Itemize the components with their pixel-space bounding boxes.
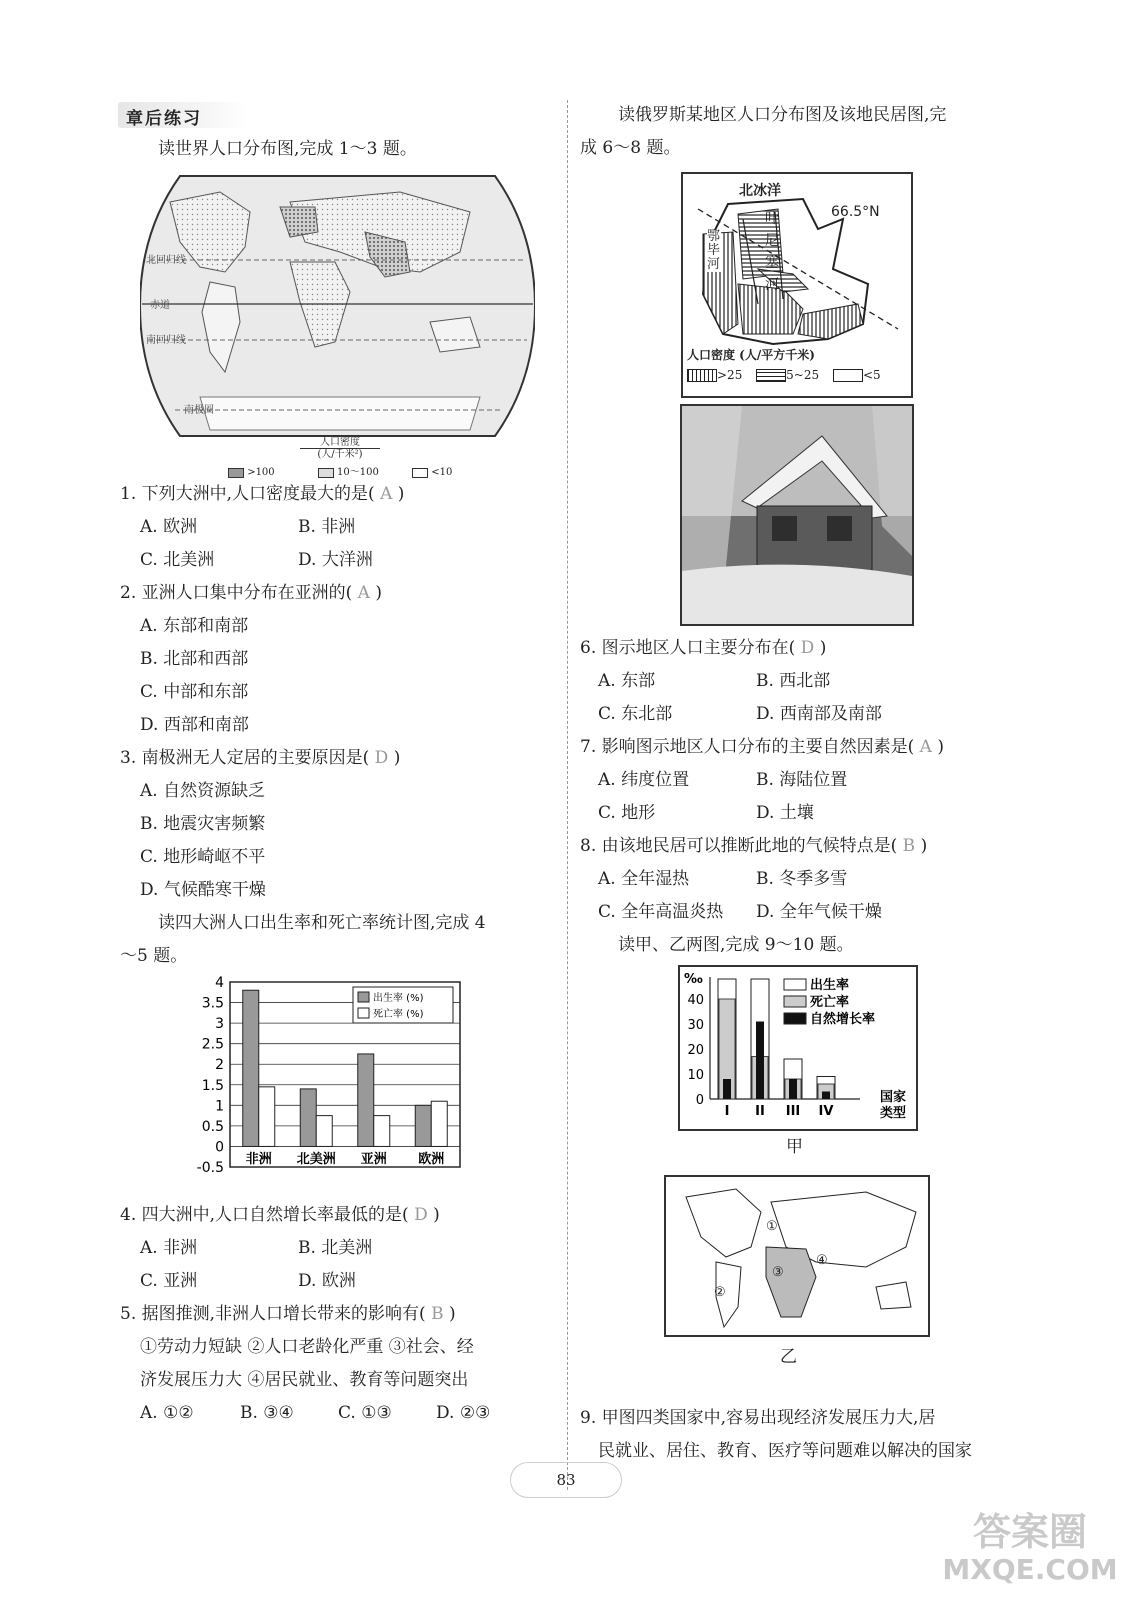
legend-swatch [358, 992, 369, 1002]
unit-label: ‰ [684, 972, 703, 987]
legend-low: <5 [862, 368, 881, 382]
question-3-close: ) [393, 748, 401, 768]
x-axis-label: 类型 [880, 1106, 907, 1121]
bar-birth [243, 990, 259, 1146]
ob-river-char-3: 河 [707, 257, 721, 272]
x-tick-label: 北美洲 [296, 1152, 336, 1167]
legend-swatch [358, 1008, 369, 1018]
yenisei-river-char-4: 河 [765, 277, 779, 293]
question-5-line2: ①劳动力短缺 ②人口老龄化严重 ③社会、经 [140, 1337, 474, 1357]
y-tick-label: 1 [215, 1098, 224, 1115]
intro-4: 读甲、乙两图,完成 9～10 题。 [618, 935, 854, 955]
question-9-line1: 9. 甲图四类国家中,容易出现经济发展压力大,居 [580, 1408, 936, 1428]
legend-label: 出生率 [810, 978, 850, 993]
section-badge [118, 102, 248, 128]
q4-option-a: A. 非洲 [140, 1238, 198, 1258]
legend-item-dense: >100 [247, 467, 275, 478]
y-tick-label: 20 [687, 1043, 704, 1058]
question-1 [120, 483, 404, 505]
bar-death [374, 1116, 390, 1147]
yenisei-river-char-2: 尼 [765, 233, 779, 249]
map-marker-4: ④ [816, 1253, 828, 1268]
legend-swatch-sparse [412, 468, 428, 478]
question-8-close: ) [920, 836, 928, 856]
watermark-line2: MXQE.COM [942, 1553, 1118, 1586]
question-4-answer: D [414, 1205, 428, 1225]
question-3-answer: D [374, 748, 389, 768]
question-2-answer: A [357, 583, 370, 603]
q2-option-b: B. 北部和西部 [140, 649, 249, 669]
tropic-of-capricorn-label: 南回归线 [146, 335, 186, 346]
q6-option-a: A. 东部 [598, 671, 656, 691]
legend-item-mid: 10～100 [337, 467, 379, 478]
bar-death [431, 1101, 447, 1146]
yenisei-river-char-1: 叶 [765, 211, 779, 227]
q6-option-d: D. 西南部及南部 [756, 704, 882, 724]
q2-option-a: A. 东部和南部 [140, 616, 249, 636]
x-tick-label: III [785, 1104, 801, 1119]
bar-birth [300, 1089, 316, 1147]
map-marker-1: ① [766, 1219, 778, 1234]
ob-river-label [707, 230, 721, 272]
x-tick-label: IV [818, 1104, 834, 1119]
q4-option-c: C. 亚洲 [140, 1271, 198, 1291]
y-tick-label: 10 [687, 1068, 704, 1083]
legend-swatch-mid [318, 468, 334, 478]
q5-option-b: B. ③④ [240, 1403, 294, 1423]
legend-label: 自然增长率 [810, 1012, 876, 1027]
y-tick-label: 3 [215, 1016, 224, 1033]
y-tick-label: 0 [695, 1093, 704, 1108]
equator-label: 赤道 [150, 300, 170, 311]
antarctic-circle-label: 南极圈 [184, 405, 214, 416]
intro-3-line2: 成 6～8 题。 [580, 138, 681, 158]
legend-label: 死亡率 [810, 995, 850, 1010]
question-1-text: 1. 下列大洲中,人口密度最大的是( [120, 484, 375, 504]
y-tick-label: 1.5 [201, 1077, 224, 1094]
x-tick-label: II [755, 1104, 765, 1119]
question-4-close: ) [433, 1205, 440, 1225]
q1-option-a: A. 欧洲 [140, 517, 198, 537]
y-tick-label: 3.5 [201, 995, 224, 1012]
q8-option-a: A. 全年湿热 [598, 869, 690, 889]
section-title: 章后练习 [126, 109, 202, 129]
q7-option-a: A. 纬度位置 [598, 770, 690, 790]
map-yi-caption: 乙 [780, 1347, 797, 1367]
legend-item-sparse: <10 [431, 467, 453, 478]
world-map-yi [664, 1175, 930, 1337]
world-population-map [140, 172, 535, 440]
yenisei-river-char-3: 塞 [765, 255, 779, 271]
q8-option-c: C. 全年高温炎热 [598, 902, 724, 922]
bar-growth [789, 1079, 797, 1099]
q1-option-b: B. 非洲 [298, 517, 356, 537]
dwelling-photo [680, 404, 914, 626]
legend-title-line2: (人/千米²) [300, 448, 380, 460]
question-2-text: 2. 亚洲人口集中分布在亚洲的( [120, 583, 353, 603]
bar-birth [358, 1054, 374, 1147]
legend-title-line1: 人口密度 [320, 437, 360, 448]
q3-option-c: C. 地形崎岖不平 [140, 847, 266, 867]
q6-option-c: C. 东北部 [598, 704, 673, 724]
q2-option-d: D. 西部和南部 [140, 715, 249, 735]
q2-option-c: C. 中部和东部 [140, 682, 249, 702]
ob-river-char-2: 毕 [707, 243, 721, 258]
y-tick-label: 0.5 [201, 1118, 224, 1135]
tropic-of-cancer-label: 北回归线 [146, 255, 186, 266]
q4-option-b: B. 北美洲 [298, 1238, 373, 1258]
question-2-close: ) [375, 583, 382, 603]
map-marker-3: ③ [772, 1265, 784, 1280]
birth-death-chart [195, 972, 470, 1200]
legend-swatch-mid [756, 369, 786, 382]
question-5-close: ) [448, 1304, 456, 1324]
q3-option-b: B. 地震灾害频繁 [140, 814, 266, 834]
watermark [930, 1510, 1130, 1586]
question-6-close: ) [819, 638, 827, 658]
arctic-ocean-label: 北冰洋 [739, 183, 781, 199]
legend-swatch [784, 996, 806, 1007]
question-5-answer: B [431, 1304, 444, 1324]
q1-option-d: D. 大洋洲 [298, 550, 373, 570]
yenisei-river-label [765, 208, 781, 296]
world-map-legend-title [300, 437, 380, 460]
question-2 [120, 582, 382, 604]
q1-option-c: C. 北美洲 [140, 550, 215, 570]
question-6-answer: D [800, 638, 815, 658]
ob-river-char-1: 鄂 [707, 229, 721, 244]
question-1-close: ) [397, 484, 405, 504]
bar-birth [415, 1105, 431, 1146]
x-tick-label: 欧洲 [418, 1152, 445, 1167]
q7-option-c: C. 地形 [598, 803, 656, 823]
world-map-legend [228, 463, 452, 478]
watermark-line1: 答案圈 [972, 1510, 1087, 1554]
y-tick-label: 4 [215, 975, 224, 991]
bar-death [316, 1116, 332, 1147]
legend-swatch [784, 979, 806, 990]
question-7-answer: A [919, 737, 932, 757]
question-4-text: 4. 四大洲中,人口自然增长率最低的是( [120, 1205, 409, 1225]
legend-mid: 5~25 [786, 368, 820, 382]
y-tick-label: 40 [687, 993, 704, 1008]
bar-death [259, 1087, 275, 1147]
question-1-answer: A [380, 484, 393, 504]
map-marker-2: ② [714, 1285, 726, 1300]
question-5-text: 5. 据图推测,非洲人口增长带来的影响有( [120, 1304, 426, 1324]
russia-population-map [681, 172, 913, 398]
y-tick-label: 30 [687, 1018, 704, 1033]
legend-swatch-dense [228, 468, 244, 478]
legend-swatch [784, 1013, 806, 1024]
x-tick-label: I [724, 1104, 730, 1119]
latitude-label: 66.5°N [831, 204, 880, 220]
intro-2-line2: ～5 题。 [120, 946, 188, 966]
q4-option-d: D. 欧洲 [298, 1271, 356, 1291]
question-6 [580, 637, 826, 659]
y-tick-label: 2 [215, 1057, 224, 1074]
page-number: 83 [510, 1462, 622, 1498]
chart-jia [678, 965, 918, 1131]
question-3 [120, 747, 400, 769]
question-7 [580, 736, 944, 758]
legend-high: >25 [717, 368, 743, 382]
chart-jia-caption: 甲 [786, 1137, 803, 1157]
question-3-text: 3. 南极洲无人定居的主要原因是( [120, 748, 370, 768]
legend-label: 出生率 (%) [373, 993, 424, 1004]
q5-option-c: C. ①③ [338, 1403, 392, 1423]
question-5-line3: 济发展压力大 ④居民就业、教育等问题突出 [140, 1370, 469, 1390]
q7-option-b: B. 海陆位置 [756, 770, 848, 790]
q5-option-a: A. ①② [140, 1403, 194, 1423]
legend-swatch-low [833, 369, 863, 382]
q3-option-a: A. 自然资源缺乏 [140, 781, 266, 801]
russia-legend-title: 人口密度 (人/平方千米) [687, 348, 815, 362]
column-divider [567, 100, 568, 1490]
x-axis-label: 国家 [880, 1090, 907, 1105]
q7-option-d: D. 土壤 [756, 803, 814, 823]
question-5 [120, 1303, 456, 1325]
y-tick-label: 2.5 [201, 1036, 224, 1053]
question-8-answer: B [902, 836, 916, 856]
intro-1: 读世界人口分布图,完成 1～3 题。 [158, 139, 417, 159]
question-8 [580, 835, 927, 857]
bar-growth [756, 1022, 764, 1100]
x-tick-label: 亚洲 [360, 1152, 387, 1167]
q3-option-d: D. 气候酷寒干燥 [140, 880, 266, 900]
q8-option-d: D. 全年气候干燥 [756, 902, 882, 922]
y-tick-label: -0.5 [196, 1160, 224, 1176]
y-tick-label: 0 [215, 1139, 224, 1156]
bar-growth [723, 1079, 731, 1099]
q8-option-b: B. 冬季多雪 [756, 869, 848, 889]
question-6-text: 6. 图示地区人口主要分布在( [580, 638, 796, 658]
intro-3-line1: 读俄罗斯某地区人口分布图及该地民居图,完 [618, 105, 947, 125]
q6-option-b: B. 西北部 [756, 671, 831, 691]
legend-label: 死亡率 (%) [373, 1009, 424, 1020]
q5-option-d: D. ②③ [436, 1403, 491, 1423]
intro-2-line1: 读四大洲人口出生率和死亡率统计图,完成 4 [158, 913, 486, 933]
bar-growth [822, 1092, 830, 1100]
question-7-close: ) [937, 737, 944, 757]
legend-swatch-high [687, 369, 717, 382]
question-8-text: 8. 由该地民居可以推断此地的气候特点是( [580, 836, 898, 856]
question-7-text: 7. 影响图示地区人口分布的主要自然因素是( [580, 737, 915, 757]
x-tick-label: 非洲 [245, 1152, 272, 1167]
russia-legend [687, 368, 881, 382]
question-9-line2: 民就业、居住、教育、医疗等问题难以解决的国家 [598, 1441, 972, 1461]
question-4 [120, 1204, 440, 1226]
